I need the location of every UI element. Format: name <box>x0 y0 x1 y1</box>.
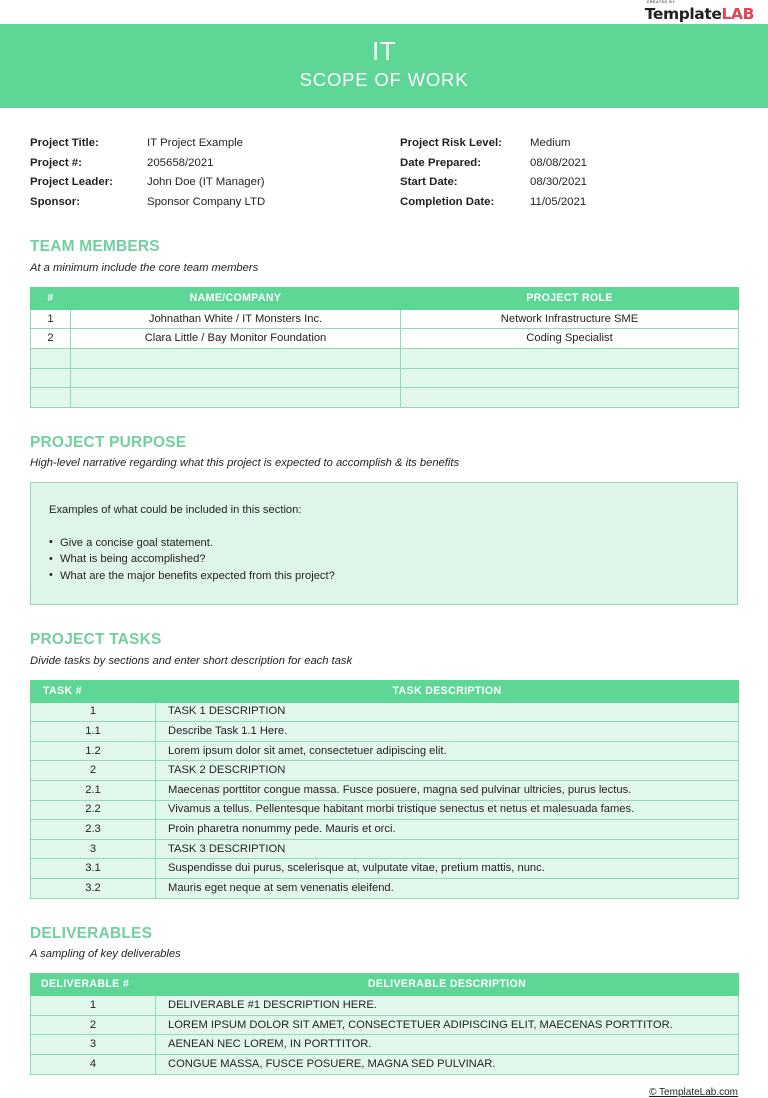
table-row[interactable] <box>31 820 739 840</box>
project-info-left-column <box>30 134 400 212</box>
logo-accent-text: LAB <box>721 4 754 23</box>
section-deliverables <box>30 925 738 1075</box>
list-item: • What are the major benefits expected from this project? <box>49 568 719 585</box>
deliverable-cell-description: DELIVERABLE #1 DESCRIPTION HERE. <box>156 996 739 1016</box>
table-row[interactable] <box>31 1015 739 1035</box>
deliverables-note: A sampling of key deliverables <box>30 948 181 961</box>
label-start-date: Start Date: <box>400 176 458 189</box>
document-body <box>0 134 768 1074</box>
team-header-index: # <box>31 287 71 309</box>
table-header-row <box>31 287 739 309</box>
team-cell-role: Coding Specialist <box>401 329 739 349</box>
value-project-risk-level: Medium <box>530 137 571 150</box>
team-cell-name: Johnathan White / IT Monsters Inc. <box>71 309 401 329</box>
task-cell-description: Mauris eget neque at sem venenatis eleifend. <box>156 878 739 898</box>
project-tasks-table <box>30 680 739 899</box>
label-project-risk-level: Project Risk Level: <box>400 137 502 150</box>
logo-wordmark <box>644 4 754 23</box>
team-header-project-role: PROJECT ROLE <box>401 287 739 309</box>
task-cell-number: 3 <box>31 839 156 859</box>
task-cell-number: 2.2 <box>31 800 156 820</box>
logo-name-text: Template <box>644 4 722 23</box>
team-cell-name <box>71 349 401 369</box>
team-cell-name <box>71 388 401 408</box>
document-title: IT <box>371 36 397 66</box>
table-row[interactable] <box>31 800 739 820</box>
project-tasks-heading: PROJECT TASKS <box>30 631 162 648</box>
section-team-members <box>30 238 738 408</box>
project-info-left-labels <box>30 134 147 212</box>
table-row[interactable] <box>31 309 739 329</box>
table-row[interactable] <box>31 1035 739 1055</box>
tasks-header-number: TASK # <box>31 680 156 702</box>
task-cell-number: 3.2 <box>31 878 156 898</box>
project-purpose-heading: PROJECT PURPOSE <box>30 433 187 451</box>
deliverable-cell-description: LOREM IPSUM DOLOR SIT AMET, CONSECTETUER ADIPISCING ELIT, MAECENAS PORTTITOR. <box>156 1015 739 1035</box>
brand-strip <box>0 0 768 24</box>
project-info-left-values <box>147 134 377 212</box>
deliverables-header-number: DELIVERABLE # <box>31 974 156 996</box>
value-date-prepared: 08/08/2021 <box>530 156 588 169</box>
title-banner <box>0 24 768 108</box>
value-project-number: 205658/2021 <box>147 156 214 169</box>
table-row[interactable] <box>31 702 739 722</box>
project-purpose-bullet-list <box>49 535 719 585</box>
team-members-heading: TEAM MEMBERS <box>30 238 160 256</box>
label-date-prepared: Date Prepared: <box>400 156 482 169</box>
team-members-table-body <box>31 309 739 407</box>
deliverables-table <box>30 973 739 1074</box>
project-purpose-note: High-level narrative regarding what this project is expected to accomplish & its benefits <box>30 457 460 470</box>
table-row[interactable] <box>31 859 739 879</box>
value-project-leader: John Doe (IT Manager) <box>147 176 265 189</box>
project-tasks-note: Divide tasks by sections and enter short description for each task <box>30 654 353 667</box>
task-cell-number: 2 <box>31 761 156 781</box>
team-cell-role <box>401 368 739 388</box>
team-cell-index <box>31 349 71 369</box>
team-header-name-company: NAME/COMPANY <box>71 287 401 309</box>
table-header-row <box>31 974 739 996</box>
table-row[interactable] <box>31 780 739 800</box>
tasks-header-description: TASK DESCRIPTION <box>156 680 739 702</box>
table-row[interactable] <box>31 996 739 1016</box>
task-cell-description: Lorem ipsum dolor sit amet, consectetuer adipiscing elit. <box>156 741 739 761</box>
task-cell-number: 1 <box>31 702 156 722</box>
team-cell-name <box>71 368 401 388</box>
templatelab-logo <box>645 2 754 23</box>
deliverable-cell-number: 2 <box>31 1015 156 1035</box>
task-cell-description: Suspendisse dui purus, scelerisque at, vulputate vitae, pretium mattis, nunc. <box>156 859 739 879</box>
team-cell-index <box>31 388 71 408</box>
list-item: • Give a concise goal statement. <box>49 535 719 552</box>
deliverable-cell-number: 1 <box>31 996 156 1016</box>
deliverables-table-body <box>31 996 739 1074</box>
team-cell-role <box>401 388 739 408</box>
value-start-date: 08/30/2021 <box>530 176 588 189</box>
task-cell-number: 3.1 <box>31 859 156 879</box>
team-members-note: At a minimum include the core team members <box>30 261 259 274</box>
task-cell-description: Vivamus a tellus. Pellentesque habitant morbi tristique senectus et netus et malesuada fames. <box>156 800 739 820</box>
task-cell-number: 2.3 <box>31 820 156 840</box>
task-cell-description: Proin pharetra nonummy pede. Mauris et orci. <box>156 820 739 840</box>
task-cell-number: 2.1 <box>31 780 156 800</box>
team-cell-role <box>401 349 739 369</box>
task-cell-number: 1.1 <box>31 722 156 742</box>
deliverables-header-description: DELIVERABLE DESCRIPTION <box>156 974 739 996</box>
table-row[interactable] <box>31 722 739 742</box>
team-cell-index <box>31 368 71 388</box>
team-cell-name: Clara Little / Bay Monitor Foundation <box>71 329 401 349</box>
label-project-leader: Project Leader: <box>30 176 113 189</box>
table-header-row <box>31 680 739 702</box>
value-sponsor: Sponsor Company LTD <box>147 195 266 208</box>
table-row[interactable] <box>31 329 739 349</box>
table-row[interactable] <box>31 388 739 408</box>
document-subtitle: SCOPE OF WORK <box>299 69 469 91</box>
footer-copyright-link[interactable]: © TemplateLab.com <box>649 1086 738 1098</box>
team-cell-index: 2 <box>31 329 71 349</box>
label-project-title: Project Title: <box>30 137 99 150</box>
label-sponsor: Sponsor: <box>30 195 80 208</box>
project-info-right-labels <box>400 134 530 212</box>
task-cell-description: Describe Task 1.1 Here. <box>156 722 739 742</box>
team-cell-role: Network Infrastructure SME <box>401 309 739 329</box>
task-cell-description: TASK 3 DESCRIPTION <box>156 839 739 859</box>
label-project-number: Project #: <box>30 156 82 169</box>
deliverable-cell-number: 3 <box>31 1035 156 1055</box>
list-item: • What is being accomplished? <box>49 551 719 568</box>
task-cell-description: Maecenas porttitor congue massa. Fusce posuere, magna sed pulvinar ultricies, purus lectus. <box>156 780 739 800</box>
team-cell-index: 1 <box>31 309 71 329</box>
task-cell-description: TASK 2 DESCRIPTION <box>156 761 739 781</box>
footer <box>0 1087 768 1098</box>
logo-kicker-text: CREATED BY <box>646 0 676 4</box>
project-info-right-values <box>530 134 720 212</box>
table-row[interactable] <box>31 368 739 388</box>
value-completion-date: 11/05/2021 <box>530 195 587 208</box>
deliverable-cell-description: AENEAN NEC LOREM, IN PORTTITOR. <box>156 1035 739 1055</box>
table-row[interactable] <box>31 878 739 898</box>
label-completion-date: Completion Date: <box>400 195 495 208</box>
deliverable-cell-description: CONGUE MASSA, FUSCE POSUERE, MAGNA SED PULVINAR. <box>156 1054 739 1074</box>
project-tasks-table-body <box>31 702 739 898</box>
table-row[interactable] <box>31 741 739 761</box>
task-cell-number: 1.2 <box>31 741 156 761</box>
project-purpose-intro: Examples of what could be included in this section: <box>49 504 302 517</box>
task-cell-description: TASK 1 DESCRIPTION <box>156 702 739 722</box>
team-members-table <box>30 287 739 408</box>
project-info-right-column <box>400 134 730 212</box>
section-project-purpose <box>30 434 738 605</box>
table-row[interactable] <box>31 349 739 369</box>
table-row[interactable] <box>31 839 739 859</box>
section-project-tasks <box>30 631 738 899</box>
project-info-block <box>30 134 738 212</box>
project-purpose-box[interactable] <box>30 482 738 605</box>
table-row[interactable] <box>31 1054 739 1074</box>
deliverables-heading: DELIVERABLES <box>30 924 153 942</box>
deliverable-cell-number: 4 <box>31 1054 156 1074</box>
table-row[interactable] <box>31 761 739 781</box>
value-project-title: IT Project Example <box>147 137 244 150</box>
